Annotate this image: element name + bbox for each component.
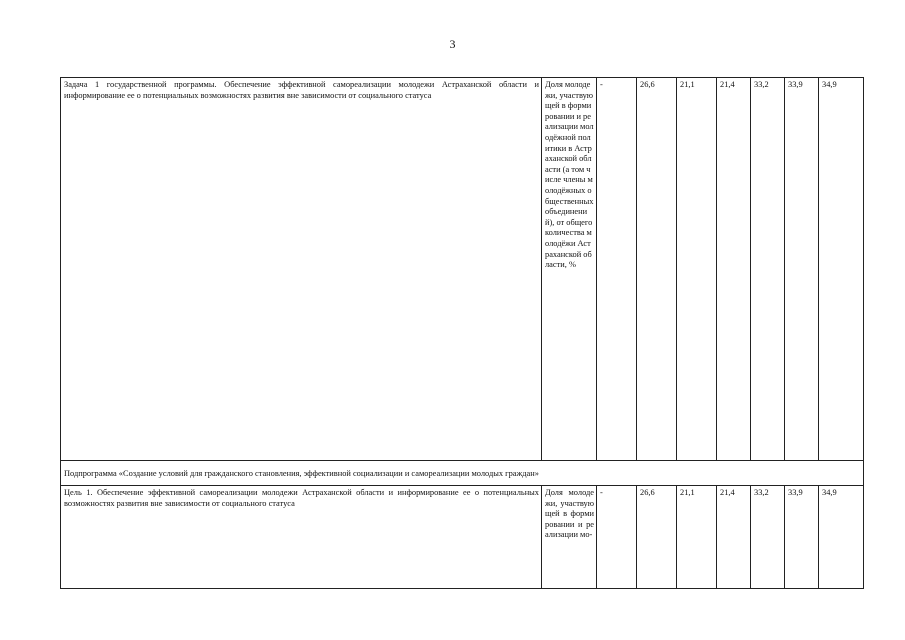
goal-value-6: 33,9: [785, 486, 819, 589]
page-number: 3: [449, 37, 456, 51]
task-value-6: 33,9: [785, 78, 819, 461]
goal-value-7: 34,9: [819, 486, 864, 589]
table-row-goal: [61, 486, 864, 589]
task-value-2: 26,6: [637, 78, 677, 461]
indicators-table: [60, 77, 864, 589]
goal-value-2: 26,6: [637, 486, 677, 589]
table-row-task: [61, 78, 864, 461]
task-value-5: 33,2: [751, 78, 785, 461]
task-value-4: 21,4: [717, 78, 751, 461]
task-value-3: 21,1: [677, 78, 717, 461]
task-value-1: -: [597, 78, 637, 461]
task-indicator: Доля молодежи, участвующей в формировании и реализации молодёжной политики в Астраханской области (а том числе члены молодёжных общественных объединений), от общего количества молодёжи Астраханской области, %: [542, 78, 597, 461]
table-row-subprogram: [61, 461, 864, 486]
goal-value-4: 21,4: [717, 486, 751, 589]
goal-indicator: Доля молодежи, участвующей в формировании и реализации мо-: [542, 486, 597, 589]
goal-value-1: -: [597, 486, 637, 589]
subprogram-title: Подпрограмма «Создание условий для гражданского становления, эффективной социализации и самореализации молодых граждан»: [61, 461, 864, 486]
goal-value-3: 21,1: [677, 486, 717, 589]
task-description: Задача 1 государственной программы. Обеспечение эффективной самореализации молодежи Астраханской области и информирование ее о потенциальных возможностях развития вне зависимости от социального статуса: [61, 78, 542, 461]
goal-value-5: 33,2: [751, 486, 785, 589]
goal-description: Цель 1. Обеспечение эффективной самореализации молодежи Астраханской области и информирование ее о потенциальных возможностях развития вне зависимости от социального статуса: [61, 486, 542, 589]
task-value-7: 34,9: [819, 78, 864, 461]
